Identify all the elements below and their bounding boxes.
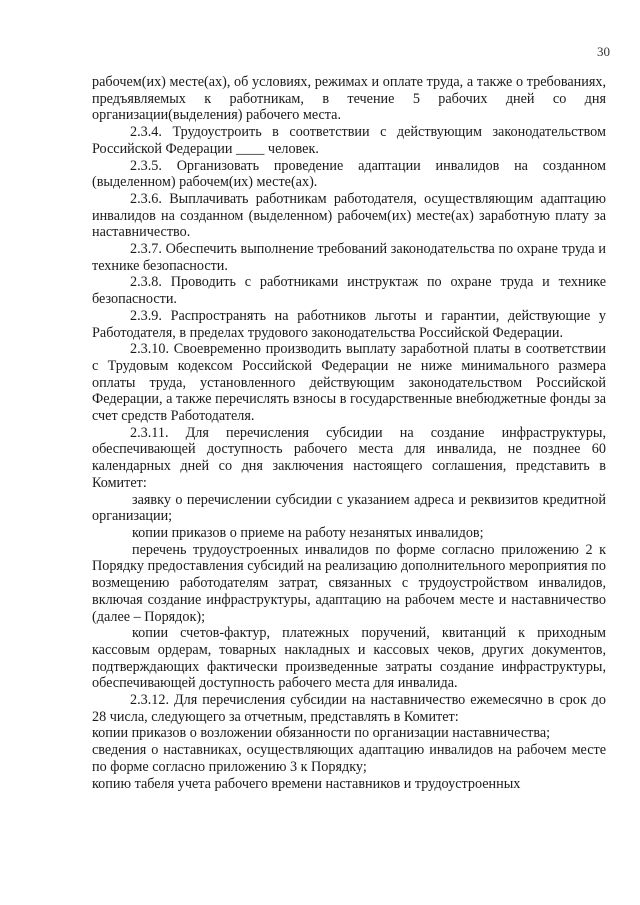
clause-2-3-5: 2.3.5. Организовать проведение адаптации инвалидов на созданном (выделенном) рабочем(их) месте(ах).: [92, 157, 606, 191]
clause-2-3-10: 2.3.10. Своевременно производить выплату заработной платы в соответствии с Трудовым кодексом Российской Федерации не ниже минимального размера оплаты труда, установленного действующим законодательством Российской Федерации, а также перечислять взносы в государственные внебюджетные фонды за счет средств Работодателя.: [92, 341, 606, 425]
list-item-timesheet: копию табеля учета рабочего времени наставников и трудоустроенных: [92, 775, 521, 792]
list-item-invoices: копии счетов-фактур, платежных поручений, квитанций к приходным кассовым ордерам, товарных накладных и кассовых чеков, других документов, подтверждающих фактически произведенные затраты создание инфраструктуры, обеспечивающей доступность рабочего места для инвалида.: [92, 625, 606, 692]
list-item-hiring-orders: копии приказов о приеме на работу незанятых инвалидов;: [132, 524, 484, 541]
page-number: 30: [597, 44, 610, 59]
clause-2-3-12: 2.3.12. Для перечисления субсидии на наставничество ежемесячно в срок до 28 числа, следующего за отчетным, представлять в Комитет:: [92, 692, 606, 725]
list-item-mentor-info: сведения о наставниках, осуществляющих адаптацию инвалидов на рабочем месте по форме согласно приложению 3 к Порядку;: [92, 742, 606, 775]
clause-2-3-8: 2.3.8. Проводить с работниками инструктаж по охране труда и технике безопасности.: [92, 274, 606, 308]
list-item-application: заявку о перечислении субсидии с указанием адреса и реквизитов кредитной организации;: [92, 491, 606, 525]
clause-2-3-6: 2.3.6. Выплачивать работникам работодателя, осуществляющим адаптацию инвалидов на созданном (выделенном) рабочем(их) месте(ах) заработную плату за наставничество.: [92, 190, 606, 241]
clause-2-3-9: 2.3.9. Распространять на работников льготы и гарантии, действующие у Работодателя, в пределах трудового законодательства Российской Федерации.: [92, 307, 606, 341]
list-item-employee-list: перечень трудоустроенных инвалидов по форме согласно приложению 2 к Порядку предоставления субсидий на реализацию дополнительного мероприятия по возмещению работодателям затрат, связанных с трудоустройством инвалидов, включая создание инфраструктуры, адаптацию на рабочем месте и наставничество (далее – Порядок);: [92, 541, 606, 625]
clause-2-3-4: 2.3.4. Трудоустроить в соответствии с действующим законодательством Российской Федерации ____ человек.: [92, 124, 606, 157]
document-body: [92, 74, 606, 792]
paragraph-continuation: рабочем(их) месте(ах), об условиях, режимах и оплате труда, а также о требованиях, предъявляемых к работникам, в течение 5 рабочих дней со дня организации(выделения) рабочего места.: [92, 74, 606, 124]
list-item-mentoring-orders: копии приказов о возложении обязанности по организации наставничества;: [92, 725, 551, 742]
clause-2-3-11: 2.3.11. Для перечисления субсидии на создание инфраструктуры, обеспечивающей доступность рабочего места для инвалида, не позднее 60 календарных дней со дня заключения настоящего соглашения, представить в Комитет:: [92, 424, 606, 491]
clause-2-3-7: 2.3.7. Обеспечить выполнение требований законодательства по охране труда и технике безопасности.: [92, 241, 606, 274]
